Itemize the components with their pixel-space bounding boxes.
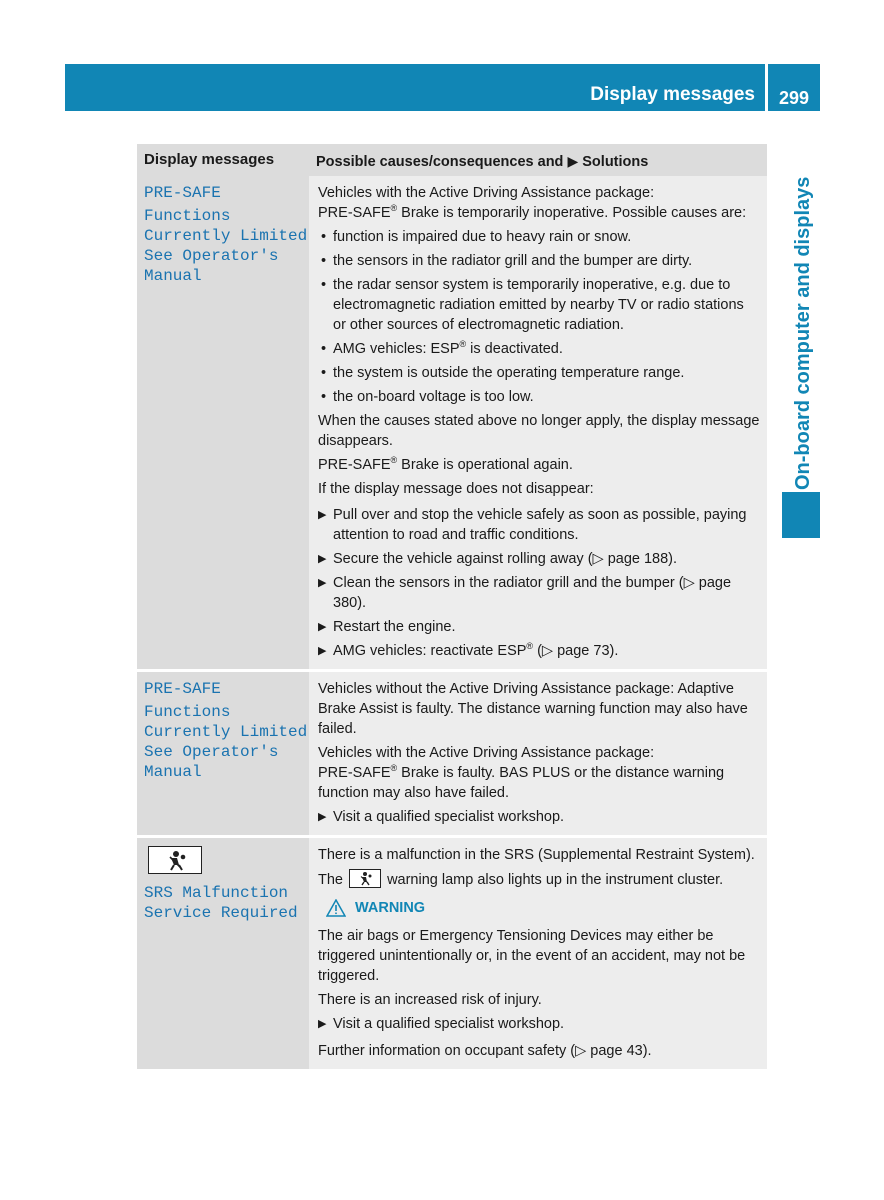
col-header-display-messages: Display messages <box>144 151 275 168</box>
table-row <box>137 176 767 669</box>
page-number-box <box>768 64 820 111</box>
paragraph: Vehicles with the Active Driving Assistance package: <box>318 745 655 761</box>
causes-cell <box>309 838 767 1069</box>
paragraph: Vehicles without the Active Driving Assistance package: Adaptive Brake Assist is faulty. The distance warning function may also have failed. <box>318 681 748 737</box>
step-item: ▶ Visit a qualified specialist workshop. <box>318 809 565 825</box>
step-item: ▶ Pull over and stop the vehicle safely as soon as possible, paying attention to road and traffic conditions. <box>318 507 747 543</box>
list-item: • the system is outside the operating temperature range. <box>321 365 685 381</box>
play-arrow-icon: ▶ <box>318 621 327 633</box>
col-header-causes: Possible causes/consequences and ▶ Solutions <box>316 153 649 170</box>
causes-cell <box>309 672 767 835</box>
play-arrow-icon: ▶ <box>318 553 327 565</box>
list-item: • the on-board voltage is too low. <box>321 389 534 405</box>
page-number: 299 <box>778 88 810 108</box>
display-message-cell: PRE-SAFE Functions Currently Limited See Operator's Manual <box>137 672 309 835</box>
paragraph: Further information on occupant safety (▷ page 43). <box>318 1043 652 1059</box>
warning-heading: WARNING <box>326 898 760 918</box>
paragraph: PRE-SAFE® Brake is operational again. <box>318 455 573 473</box>
paragraph: If the display message does not disappear: <box>318 481 594 497</box>
header-title: Display messages <box>590 84 755 105</box>
play-arrow-icon: ▶ <box>567 153 579 169</box>
airbag-seatbelt-icon <box>148 846 202 874</box>
display-messages-table <box>137 144 767 1069</box>
play-arrow-icon: ▶ <box>318 509 327 521</box>
header-bar <box>65 64 765 111</box>
paragraph: There is an increased risk of injury. <box>318 992 542 1008</box>
paragraph: The warning lamp also lights up in the instrument cluster. <box>318 869 760 890</box>
list-item: • function is impaired due to heavy rain or snow. <box>321 229 632 245</box>
play-arrow-icon: ▶ <box>318 577 327 589</box>
step-item: ▶ Secure the vehicle against rolling away (▷ page 188). <box>318 551 678 567</box>
list-item: • the sensors in the radiator grill and the bumper are dirty. <box>321 253 693 269</box>
paragraph: There is a malfunction in the SRS (Supplemental Restraint System). <box>318 847 755 863</box>
play-arrow-icon: ▶ <box>318 645 327 657</box>
display-message-cell: PRE-SAFE Functions Currently Limited See Operator's Manual <box>137 176 309 669</box>
step-item: ▶ Clean the sensors in the radiator grill and the bumper (▷ page 380). <box>318 575 732 611</box>
play-arrow-icon: ▶ <box>318 811 327 823</box>
paragraph: PRE-SAFE® Brake is faulty. BAS PLUS or the distance warning function may also have failed. <box>318 763 725 801</box>
table-header-row <box>137 144 767 176</box>
list-item: • AMG vehicles: ESP® is deactivated. <box>321 339 563 357</box>
side-section-label: On-board computer and displays <box>792 176 814 490</box>
table-row <box>137 835 767 1069</box>
table-row <box>137 669 767 835</box>
step-item: ▶ Visit a qualified specialist workshop. <box>318 1016 565 1032</box>
airbag-seatbelt-icon <box>349 869 381 888</box>
paragraph: The air bags or Emergency Tensioning Devices may either be triggered unintentionally or, in the event of an accident, may not be triggered. <box>318 928 746 984</box>
list-item: • the radar sensor system is temporarily inoperative, e.g. due to electromagnetic radiation emitted by nearby TV or radio stations or other sources of electromagnetic radiation. <box>321 277 744 333</box>
paragraph: Vehicles with the Active Driving Assistance package: <box>318 185 655 201</box>
causes-cell <box>309 176 767 669</box>
warning-triangle-icon <box>326 899 346 917</box>
step-item: ▶ Restart the engine. <box>318 619 456 635</box>
play-arrow-icon: ▶ <box>318 1018 327 1030</box>
step-item: ▶ AMG vehicles: reactivate ESP® (▷ page 73). <box>318 641 619 659</box>
side-section-tab <box>782 492 820 538</box>
paragraph: When the causes stated above no longer apply, the display message disappears. <box>318 413 760 449</box>
display-message-cell: SRS Malfunction Service Required <box>137 838 309 1069</box>
paragraph: PRE-SAFE® Brake is temporarily inoperative. Possible causes are: <box>318 203 747 221</box>
